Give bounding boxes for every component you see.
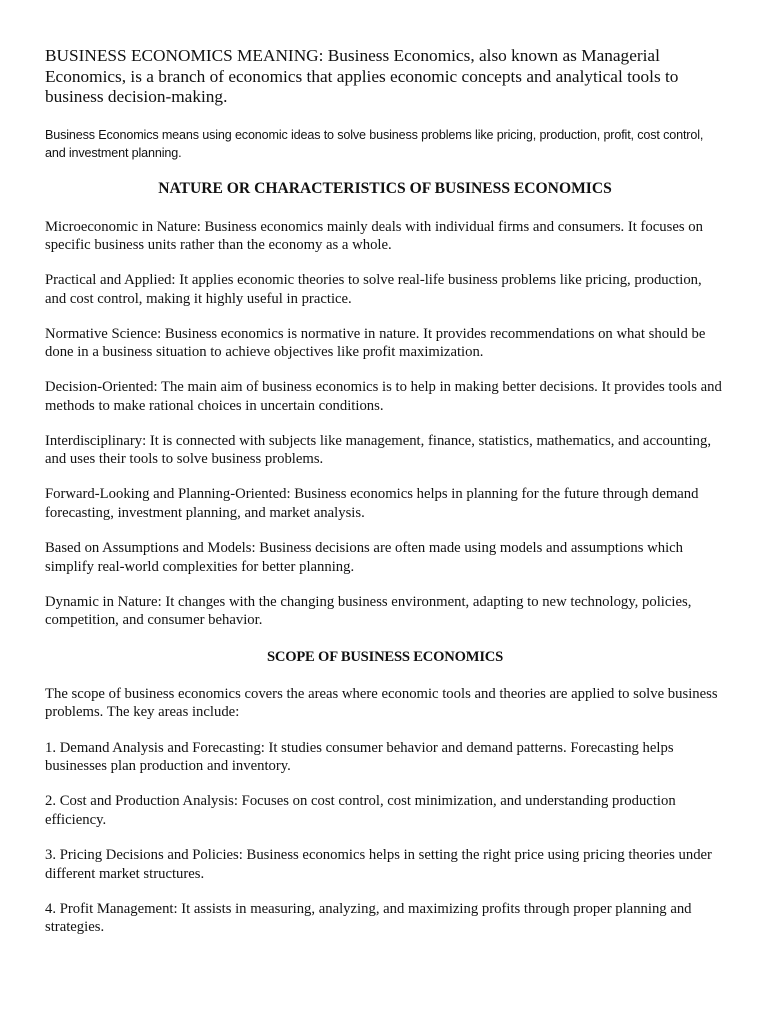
nature-item: Practical and Applied: It applies economic theories to solve real-life business problems like pricing, production, and cost control, making it highly useful in practice.: [45, 272, 702, 307]
nature-item: Normative Science: Business economics is normative in nature. It provides recommendations on what should be done in a business situation to achieve objectives like profit maximization.: [45, 325, 706, 361]
nature-item: Interdisciplinary: It is connected with subjects like management, finance, statistics, mathematics, and accounting, and uses their tools to solve business problems.: [45, 432, 712, 468]
document-page: [45, 46, 725, 937]
scope-list: [45, 739, 725, 938]
intro-paragraph: BUSINESS ECONOMICS MEANING: Business Economics, also known as Managerial Economics, is a branch of economics that applies economic concepts and analytical tools to business decision-making.: [45, 46, 679, 106]
nature-item: Forward-Looking and Planning-Oriented: Business economics helps in planning for the future through demand forecasting, investment planning, and market analysis.: [45, 486, 699, 521]
nature-heading: NATURE OR CHARACTERISTICS OF BUSINESS ECONOMICS: [158, 179, 612, 197]
scope-heading: SCOPE OF BUSINESS ECONOMICS: [266, 648, 504, 665]
nature-item: Decision-Oriented: The main aim of business economics is to help in making better decisions. It provides tools and methods to make rational choices in uncertain conditions.: [45, 379, 722, 414]
nature-item: Based on Assumptions and Models: Business decisions are often made using models and assumptions which simplify real-world complexities for better planning.: [45, 539, 684, 575]
scope-item: 4. Profit Management: It assists in measuring, analyzing, and maximizing profits through proper planning and strategies.: [45, 900, 692, 936]
scope-item: 1. Demand Analysis and Forecasting: It studies consumer behavior and demand patterns. Forecasting helps businesses plan production and inventory.: [45, 739, 674, 775]
nature-item: Microeconomic in Nature: Business economics mainly deals with individual firms and consumers. It focuses on specific business units rather than the economy as a whole.: [45, 218, 703, 254]
scope-intro-paragraph: The scope of business economics covers the areas where economic tools and theories are applied to solve business problems. The key areas include:: [45, 685, 718, 721]
scope-item: 3. Pricing Decisions and Policies: Business economics helps in setting the right price using pricing theories under different market structures.: [45, 847, 712, 882]
scope-item: 2. Cost and Production Analysis: Focuses on cost control, cost minimization, and understanding production efficiency.: [45, 793, 676, 828]
summary-paragraph: Business Economics means using economic ideas to solve business problems like pricing, production, profit, cost control, and investment planning.: [45, 127, 704, 160]
nature-list: [45, 218, 725, 630]
nature-item: Dynamic in Nature: It changes with the changing business environment, adapting to new technology, policies, competition, and consumer behavior.: [45, 593, 692, 629]
